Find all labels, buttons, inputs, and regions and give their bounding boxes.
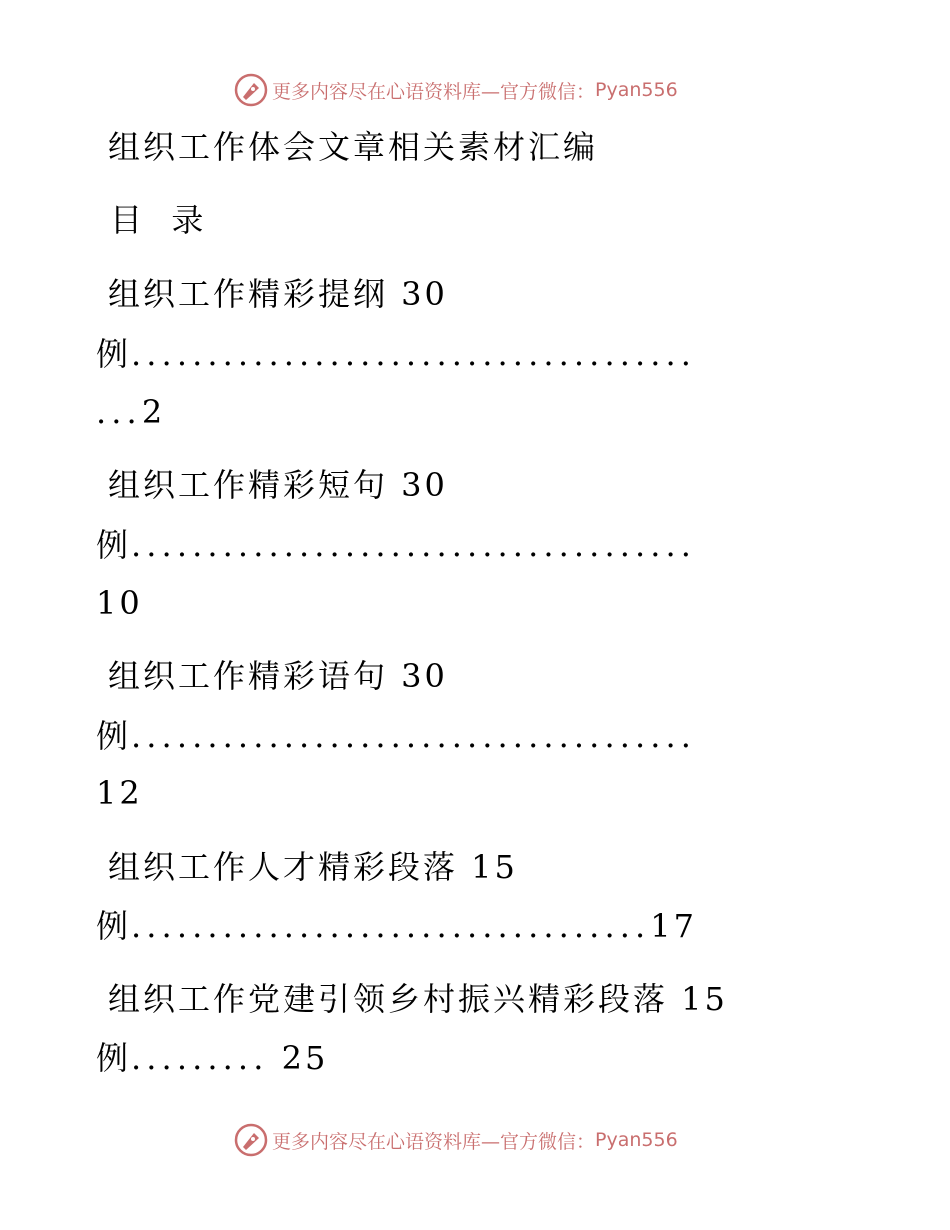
- toc-entry-leader: 例.....................................: [96, 717, 697, 755]
- pen-nib-logo-icon: [234, 73, 268, 107]
- footer-watermark: [234, 1122, 678, 1158]
- toc-entry-leader: 例.....................................: [96, 335, 697, 373]
- header-watermark: [234, 72, 678, 108]
- toc-entry-title: 组织工作精彩提纲 30: [108, 275, 448, 313]
- watermark-text: 更多内容尽在心语资料库—官方微信：: [272, 1130, 596, 1153]
- toc-entry-title: 组织工作党建引领乡村振兴精彩段落 15: [108, 980, 728, 1018]
- toc-entry-page: ...2: [96, 393, 166, 431]
- toc-entry-leader: 例..................................17: [96, 907, 697, 945]
- watermark-wechat-id: Pyan556: [595, 79, 678, 101]
- toc-entry-page: 12: [96, 774, 143, 812]
- toc-entry-page: 10: [96, 584, 143, 622]
- toc-entry-title: 组织工作精彩短句 30: [108, 466, 448, 504]
- toc-entry-leader: 例.....................................: [96, 526, 697, 564]
- toc-entry-title: 组织工作人才精彩段落 15: [108, 848, 518, 886]
- watermark-wechat-id: Pyan556: [595, 1129, 678, 1151]
- toc-heading: 目 录: [110, 201, 207, 239]
- watermark-text: 更多内容尽在心语资料库—官方微信：: [272, 80, 596, 103]
- toc-entry-title: 组织工作精彩语句 30: [108, 657, 448, 695]
- toc-entry-leader: 例......... 25: [96, 1039, 329, 1077]
- pen-nib-logo-icon: [234, 1123, 268, 1157]
- document-title: 组织工作体会文章相关素材汇编: [108, 128, 599, 166]
